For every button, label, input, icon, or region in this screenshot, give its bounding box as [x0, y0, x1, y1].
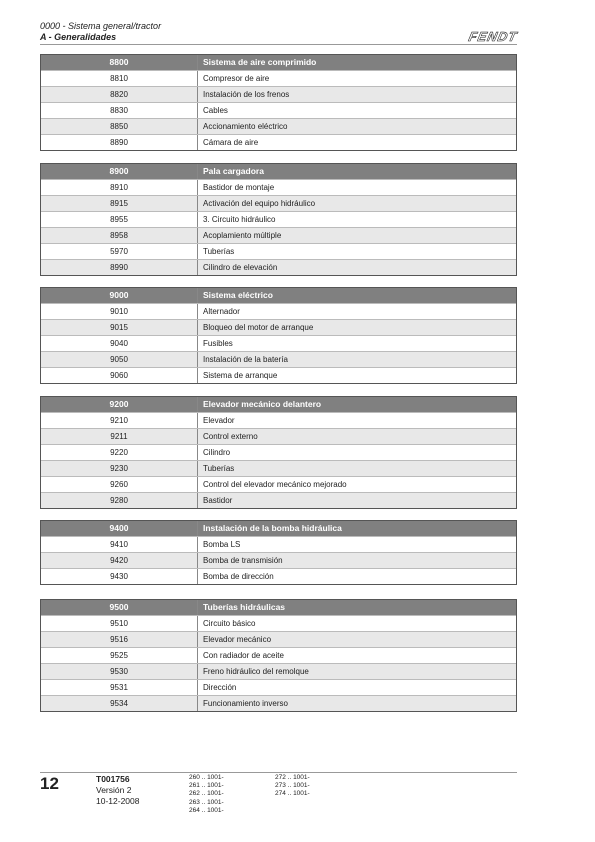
- section-title: Instalación de la bomba hidráulica: [203, 523, 342, 533]
- row-label: Freno hidráulico del remolque: [203, 667, 309, 676]
- row-label: Cámara de aire: [203, 138, 259, 147]
- row-label: Circuito básico: [203, 619, 256, 628]
- page-header: [40, 21, 517, 43]
- model-entry: 273 .. 1001-: [275, 782, 310, 790]
- header-section: A - Generalidades: [40, 32, 117, 42]
- table-row: [41, 179, 516, 195]
- row-code: 9420: [41, 553, 198, 568]
- document-version: Versión 2: [96, 785, 132, 795]
- row-label: Acoplamiento múltiple: [203, 231, 282, 240]
- row-label: Instalación de los frenos: [203, 90, 290, 99]
- table-row: [41, 647, 516, 663]
- row-code: 8810: [41, 71, 198, 86]
- footer-divider: [40, 772, 517, 773]
- row-code: 8958: [41, 228, 198, 243]
- row-code: 8890: [41, 135, 198, 150]
- table-row: [41, 367, 516, 383]
- section-header: [41, 397, 516, 412]
- table-row: [41, 86, 516, 102]
- row-label: Elevador mecánico: [203, 635, 272, 644]
- table-row: [41, 631, 516, 647]
- row-label: Accionamiento eléctrico: [203, 122, 288, 131]
- table-row: [41, 118, 516, 134]
- section-code: 9200: [41, 397, 198, 412]
- document-date: 10-12-2008: [96, 796, 140, 806]
- section-code: 8800: [41, 55, 198, 70]
- row-code: 9410: [41, 537, 198, 552]
- table-row: [41, 615, 516, 631]
- row-code: 5970: [41, 244, 198, 259]
- section-header: [41, 600, 516, 615]
- row-label: Cilindro de elevación: [203, 263, 278, 272]
- row-code: 9060: [41, 368, 198, 383]
- section-table-9500: [40, 599, 517, 712]
- table-row: [41, 568, 516, 584]
- row-code: 9525: [41, 648, 198, 663]
- table-row: [41, 70, 516, 86]
- table-row: [41, 428, 516, 444]
- section-table-9200: [40, 396, 517, 509]
- row-label: Bastidor de montaje: [203, 183, 275, 192]
- model-entry: 263 .. 1001-: [189, 798, 224, 806]
- row-code: 8915: [41, 196, 198, 211]
- model-entry: 260 .. 1001-: [189, 774, 224, 781]
- row-label: Fusibles: [203, 339, 233, 348]
- row-code: 9516: [41, 632, 198, 647]
- table-row: [41, 460, 516, 476]
- section-title: Sistema de aire comprimido: [203, 57, 317, 67]
- table-row: [41, 412, 516, 428]
- section-title: Pala cargadora: [203, 166, 264, 176]
- table-row: [41, 476, 516, 492]
- row-label: Alternador: [203, 307, 240, 316]
- model-entry: 261 .. 1001-: [189, 782, 224, 790]
- models-column-2: [275, 774, 310, 799]
- table-row: [41, 134, 516, 150]
- section-title: Tuberías hidráulicas: [203, 602, 286, 612]
- section-title: Sistema eléctrico: [203, 290, 273, 300]
- section-table-9000: [40, 287, 517, 384]
- row-code: 9040: [41, 336, 198, 351]
- table-row: [41, 695, 516, 711]
- row-code: 9211: [41, 429, 198, 444]
- row-code: 8830: [41, 103, 198, 118]
- brand-logo: FENDT: [467, 29, 519, 44]
- model-entry: 264 .. 1001-: [189, 806, 224, 814]
- table-row: [41, 243, 516, 259]
- row-code: 8990: [41, 260, 198, 275]
- document-info: [96, 774, 139, 807]
- table-row: [41, 102, 516, 118]
- row-label: Bastidor: [203, 496, 233, 505]
- model-entry: 274 .. 1001-: [275, 790, 310, 798]
- row-label: 3. Circuito hidráulico: [203, 215, 276, 224]
- section-title: Elevador mecánico delantero: [203, 399, 322, 409]
- row-label: Bomba de transmisión: [203, 556, 283, 565]
- row-label: Tuberías: [203, 247, 235, 256]
- model-entry: 262 .. 1001-: [189, 790, 224, 798]
- table-row: [41, 536, 516, 552]
- row-code: 9050: [41, 352, 198, 367]
- row-code: 9230: [41, 461, 198, 476]
- row-code: 9530: [41, 664, 198, 679]
- row-code: 9510: [41, 616, 198, 631]
- row-label: Cilindro: [203, 448, 231, 457]
- table-row: [41, 335, 516, 351]
- header-divider: [40, 44, 517, 45]
- section-table-9400: [40, 520, 517, 585]
- table-row: [41, 259, 516, 275]
- row-label: Funcionamiento inverso: [203, 699, 288, 708]
- row-code: 9210: [41, 413, 198, 428]
- model-entry: 272 .. 1001-: [275, 774, 310, 781]
- row-label: Bomba LS: [203, 540, 241, 549]
- row-label: Control externo: [203, 432, 258, 441]
- table-row: [41, 679, 516, 695]
- page-number: 12: [40, 774, 59, 793]
- section-header: [41, 55, 516, 70]
- row-label: Compresor de aire: [203, 74, 270, 83]
- row-label: Sistema de arranque: [203, 371, 278, 380]
- section-table-8900: [40, 163, 517, 276]
- section-code: 9500: [41, 600, 198, 615]
- section-header: [41, 521, 516, 536]
- row-label: Elevador: [203, 416, 235, 425]
- table-row: [41, 663, 516, 679]
- row-label: Activación del equipo hidráulico: [203, 199, 316, 208]
- table-row: [41, 492, 516, 508]
- row-label: Tuberías: [203, 464, 235, 473]
- row-code: 9280: [41, 493, 198, 508]
- row-label: Instalación de la batería: [203, 355, 288, 364]
- row-code: 9010: [41, 304, 198, 319]
- row-code: 9015: [41, 320, 198, 335]
- row-code: 9220: [41, 445, 198, 460]
- row-code: 8910: [41, 180, 198, 195]
- table-row: [41, 444, 516, 460]
- section-code: 8900: [41, 164, 198, 179]
- document-code: T001756: [96, 774, 130, 784]
- row-label: Con radiador de aceite: [203, 651, 284, 660]
- table-row: [41, 195, 516, 211]
- row-code: 9260: [41, 477, 198, 492]
- row-code: 9531: [41, 680, 198, 695]
- table-row: [41, 319, 516, 335]
- models-column-1: [189, 774, 224, 815]
- row-label: Bloqueo del motor de arranque: [203, 323, 314, 332]
- row-label: Cables: [203, 106, 228, 115]
- row-label: Dirección: [203, 683, 237, 692]
- row-label: Bomba de dirección: [203, 572, 274, 581]
- table-row: [41, 552, 516, 568]
- section-header: [41, 164, 516, 179]
- row-code: 9430: [41, 569, 198, 584]
- table-row: [41, 303, 516, 319]
- section-table-8800: [40, 54, 517, 151]
- row-code: 8850: [41, 119, 198, 134]
- header-system: 0000 - Sistema general/tractor: [40, 21, 162, 31]
- row-label: Control del elevador mecánico mejorado: [203, 480, 347, 489]
- row-code: 8955: [41, 212, 198, 227]
- section-header: [41, 288, 516, 303]
- section-code: 9000: [41, 288, 198, 303]
- table-row: [41, 351, 516, 367]
- row-code: 9534: [41, 696, 198, 711]
- table-row: [41, 227, 516, 243]
- section-code: 9400: [41, 521, 198, 536]
- table-row: [41, 211, 516, 227]
- row-code: 8820: [41, 87, 198, 102]
